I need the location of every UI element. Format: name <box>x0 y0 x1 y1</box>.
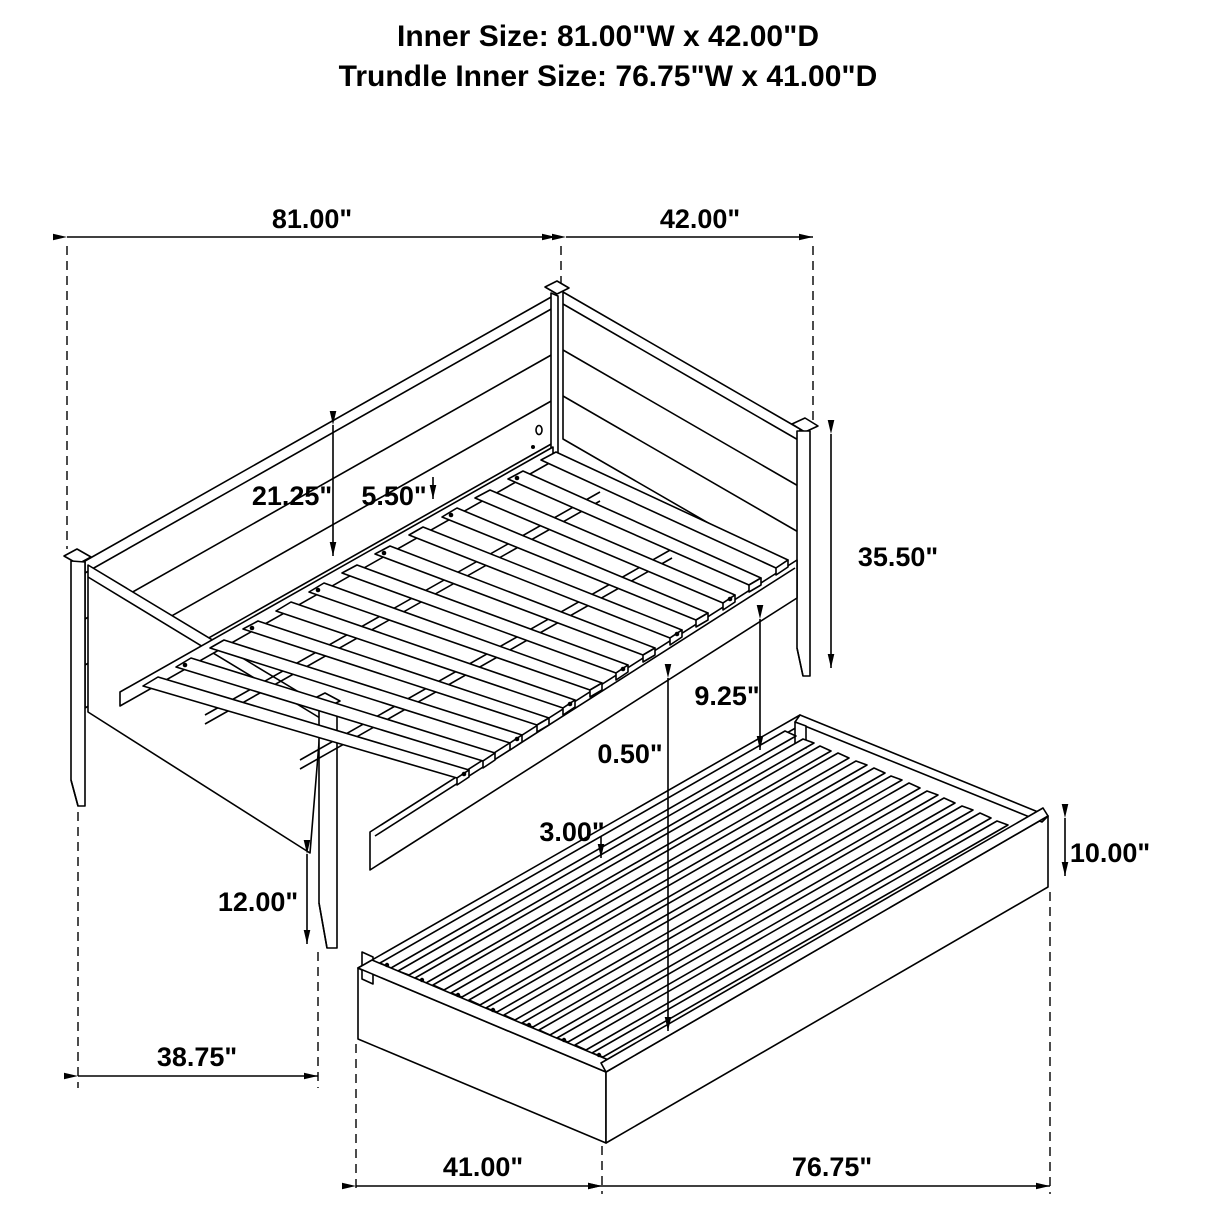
dim-trundle-height-label: 10.00" <box>1069 838 1151 868</box>
trundle-inner-size-title: Trundle Inner Size: 76.75"W x 41.00"D <box>338 60 878 93</box>
dim-trundle-height <box>1065 818 1150 876</box>
dim-bed-depth <box>566 204 813 237</box>
dim-bed-depth-label: 42.00" <box>659 204 741 234</box>
dim-trundle-width-label: 76.75" <box>791 1152 873 1182</box>
dim-bed-width-label: 81.00" <box>271 204 353 234</box>
bed-right-panel <box>563 292 800 576</box>
dim-rail-height <box>361 477 433 511</box>
dim-rail-height-label: 5.50" <box>361 481 427 511</box>
dim-trundle-clearance-label: 0.50" <box>597 739 663 769</box>
dim-leg-height <box>218 854 307 944</box>
dim-leg-span-label: 38.75" <box>156 1042 238 1072</box>
dim-trundle-depth-label: 41.00" <box>442 1152 524 1182</box>
dim-leg-height-label: 12.00" <box>217 887 299 917</box>
dim-leg-span <box>78 1042 318 1076</box>
dim-back-panel-height-label: 21.25" <box>251 481 333 511</box>
dim-trundle-slat-width-label: 3.00" <box>539 817 605 847</box>
diagram-title <box>339 20 878 93</box>
dim-total-height-label: 35.50" <box>857 542 939 572</box>
inner-size-title: Inner Size: 81.00"W x 42.00"D <box>397 20 819 53</box>
dim-under-bed-clearance-label: 9.25" <box>694 681 760 711</box>
dim-trundle-width <box>602 1152 1050 1186</box>
dim-total-height <box>831 434 938 668</box>
dim-bed-width <box>67 204 556 237</box>
dim-trundle-depth <box>356 1152 602 1186</box>
